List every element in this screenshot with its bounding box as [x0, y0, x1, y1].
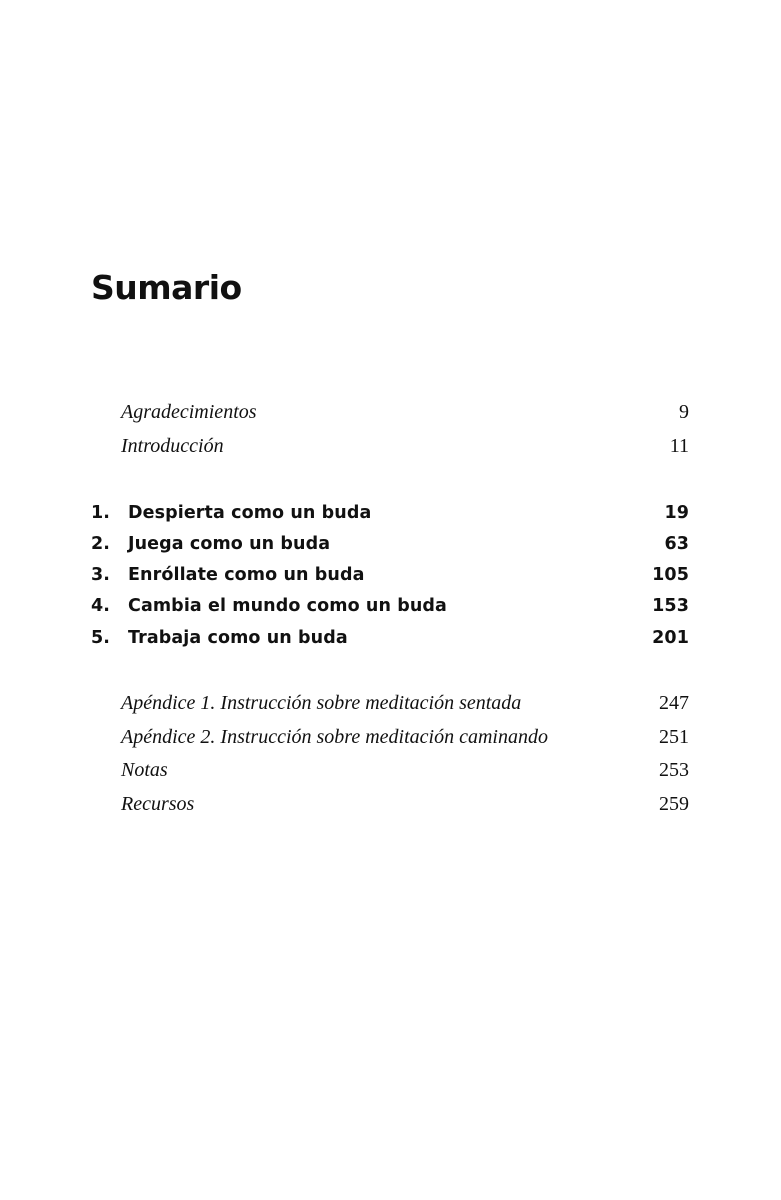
toc-entry-page: 251 [659, 726, 689, 748]
page-title: Sumario [91, 268, 242, 307]
toc-chapter-1 [91, 503, 689, 533]
toc-entry-title: Apéndice 1. Instrucción sobre meditación sentada [121, 692, 522, 714]
toc-entry-page: 253 [659, 759, 689, 781]
toc-entry-page: 9 [679, 401, 689, 423]
chapter-page: 105 [652, 565, 689, 585]
chapter-number: 2. [91, 534, 111, 554]
chapter-page: 63 [664, 534, 689, 554]
toc-entry-page: 259 [659, 793, 689, 815]
toc-chapter-2 [91, 534, 689, 564]
toc-entry-page: 247 [659, 692, 689, 714]
chapter-number: 1. [91, 503, 111, 523]
toc-entry-notas [91, 759, 689, 789]
toc-entry-title: Notas [121, 759, 168, 781]
chapter-title: Juega como un buda [128, 534, 331, 554]
toc-entry-title: Apéndice 2. Instrucción sobre meditación caminando [121, 726, 548, 748]
chapter-title: Trabaja como un buda [128, 628, 348, 648]
chapter-number: 4. [91, 596, 111, 616]
chapter-title: Enróllate como un buda [128, 565, 365, 585]
toc-entry-apendice-2 [91, 726, 689, 756]
chapter-number: 3. [91, 565, 111, 585]
chapter-title: Despierta como un buda [128, 503, 372, 523]
toc-entry-page: 11 [669, 435, 689, 457]
chapter-title: Cambia el mundo como un buda [128, 596, 447, 616]
toc-chapter-3 [91, 565, 689, 595]
chapter-page: 153 [652, 596, 689, 616]
chapter-page: 201 [652, 628, 689, 648]
chapter-page: 19 [664, 503, 689, 523]
chapter-number: 5. [91, 628, 111, 648]
toc-entry-apendice-1 [91, 692, 689, 722]
toc-entry-agradecimientos [91, 401, 689, 431]
toc-entry-title: Introducción [121, 435, 224, 457]
toc-entry-introduccion [91, 435, 689, 465]
toc-entry-title: Recursos [121, 793, 195, 815]
toc-entry-recursos [91, 793, 689, 823]
toc-chapter-5 [91, 628, 689, 658]
toc-chapter-4 [91, 596, 689, 626]
toc-entry-title: Agradecimientos [121, 401, 257, 423]
